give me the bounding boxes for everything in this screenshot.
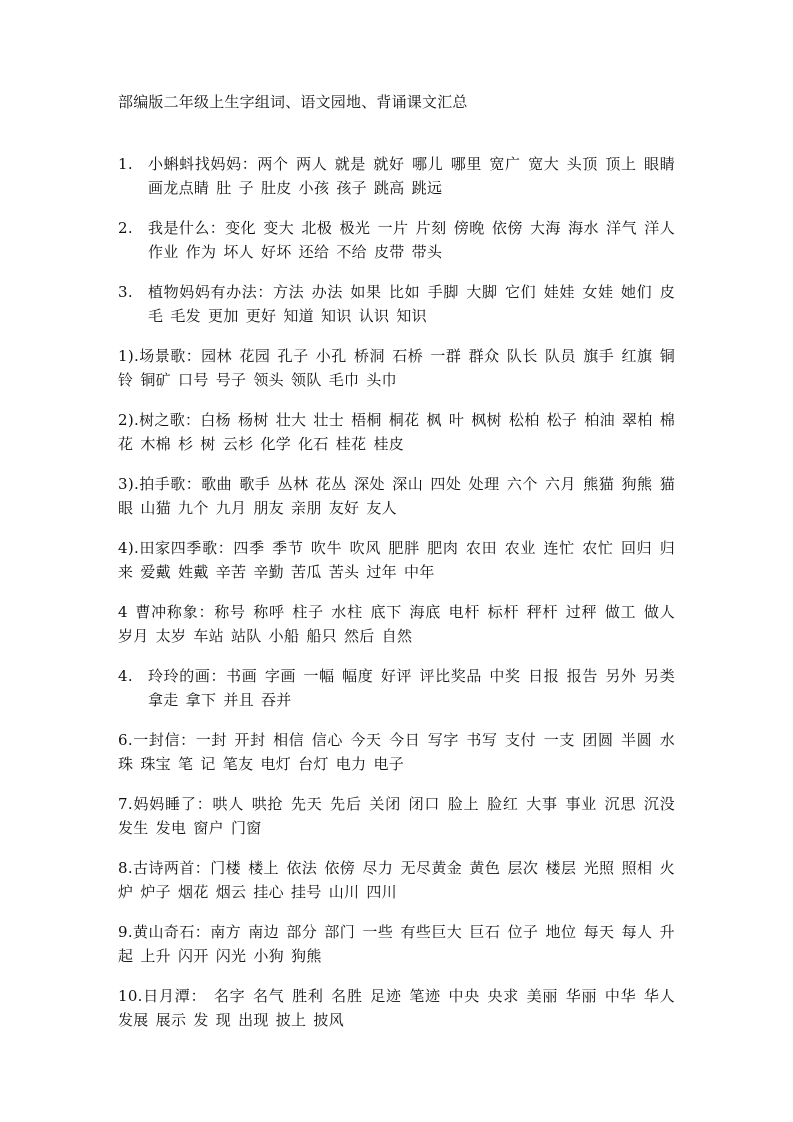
item-number: 2).: [118, 411, 140, 429]
item-number: 3.: [118, 283, 133, 301]
item-number: 4.: [118, 667, 133, 685]
item-text: 小蝌蚪找妈妈：两个 两人 就是 就好 哪儿 哪里 宽广 宽大 头顶 顶上 眼睛 画龙点睛 肚 子 肚皮 小孩 孩子 跳高 跳远: [148, 155, 675, 197]
item-number: 9.: [118, 923, 133, 941]
item-text: 黄山奇石：南方 南边 部分 部门 一些 有些巨大 巨石 位子 地位 每天 每人 升起 上升 闪开 闪光 小狗 狗熊: [118, 923, 675, 965]
item-number: 7.: [118, 795, 133, 813]
item-number: 6.: [118, 731, 133, 749]
item-number: 8.: [118, 859, 133, 877]
item-number: 10.: [118, 987, 143, 1005]
item-number: 1).: [118, 347, 140, 365]
item-text: 妈妈睡了：哄人 哄抢 先天 先后 关闭 闭口 脸上 脸红 大事 事业 沉思 沉没 发生 发电 窗户 门窗: [118, 795, 675, 837]
item-text: 树之歌：白杨 杨树 壮大 壮士 梧桐 桐花 枫 叶 枫树 松柏 松子 柏油 翠柏 棉花 木棉 杉 树 云杉 化学 化石 桂花 桂皮: [118, 411, 675, 453]
list-item: [118, 856, 675, 904]
list-item: [118, 472, 675, 520]
item-number: 1.: [118, 155, 133, 173]
item-number: 4: [118, 603, 136, 621]
item-number: 4).: [118, 539, 140, 557]
document-title: 部编版二年级上生字组词、语文园地、背诵课文汇总: [118, 93, 468, 111]
item-text: 植物妈妈有办法：方法 办法 如果 比如 手脚 大脚 它们 娃娃 女娃 她们 皮毛 毛发 更加 更好 知道 知识 认识 知识: [148, 283, 675, 325]
list-item: [118, 792, 675, 840]
item-text: 拍手歌：歌曲 歌手 丛林 花丛 深处 深山 四处 处理 六个 六月 熊猫 狗熊 猫眼 山猫 九个 九月 朋友 亲朋 友好 友人: [118, 475, 675, 517]
list-item: [118, 280, 675, 328]
list-item: [118, 984, 675, 1032]
item-text: 曹冲称象：称号 称呼 柱子 水柱 底下 海底 电杆 标杆 秤杆 过秤 做工 做人 岁月 太岁 车站 站队 小船 船只 然后 自然: [118, 603, 676, 645]
list-item: [118, 536, 675, 584]
list-item: [118, 216, 675, 264]
item-number: 2.: [118, 219, 133, 237]
entry-list: [118, 152, 675, 1032]
list-item: [118, 344, 675, 392]
item-text: 田家四季歌：四季 季节 吹牛 吹风 肥胖 肥肉 农田 农业 连忙 农忙 回归 归来 爱戴 姓戴 辛苦 辛勤 苦瓜 苦头 过年 中年: [118, 539, 675, 581]
list-item: [118, 152, 675, 200]
item-text: 我是什么：变化 变大 北极 极光 一片 片刻 傍晚 依傍 大海 海水 洋气 洋人 作业 作为 坏人 好坏 还给 不给 皮带 带头: [148, 219, 675, 261]
item-number: 3).: [118, 475, 140, 493]
item-text: 玲玲的画：书画 字画 一幅 幅度 好评 评比奖品 中奖 日报 报告 另外 另类 拿走 拿下 并且 吞并: [148, 667, 675, 709]
item-text: 古诗两首：门楼 楼上 依法 依傍 尽力 无尽黄金 黄色 层次 楼层 光照 照相 火炉 炉子 烟花 烟云 挂心 挂号 山川 四川: [118, 859, 675, 901]
item-text: 场景歌：园林 花园 孔子 小孔 桥洞 石桥 一群 群众 队长 队员 旗手 红旗 铜铃 铜矿 口号 号子 领头 领队 毛巾 头巾: [118, 347, 675, 389]
item-text: 一封信：一封 开封 相信 信心 今天 今日 写字 书写 支付 一支 团圆 半圆 水珠 珠宝 笔 记 笔友 电灯 台灯 电力 电子: [118, 731, 675, 773]
item-text: 日月潭： 名字 名气 胜利 名胜 足迹 笔迹 中央 央求 美丽 华丽 中华 华人 发展 展示 发 现 出现 披上 披风: [118, 987, 675, 1029]
list-item: [118, 920, 675, 968]
list-item: [118, 408, 675, 456]
list-item: [118, 664, 675, 712]
list-item: [118, 600, 675, 648]
list-item: [118, 728, 675, 776]
